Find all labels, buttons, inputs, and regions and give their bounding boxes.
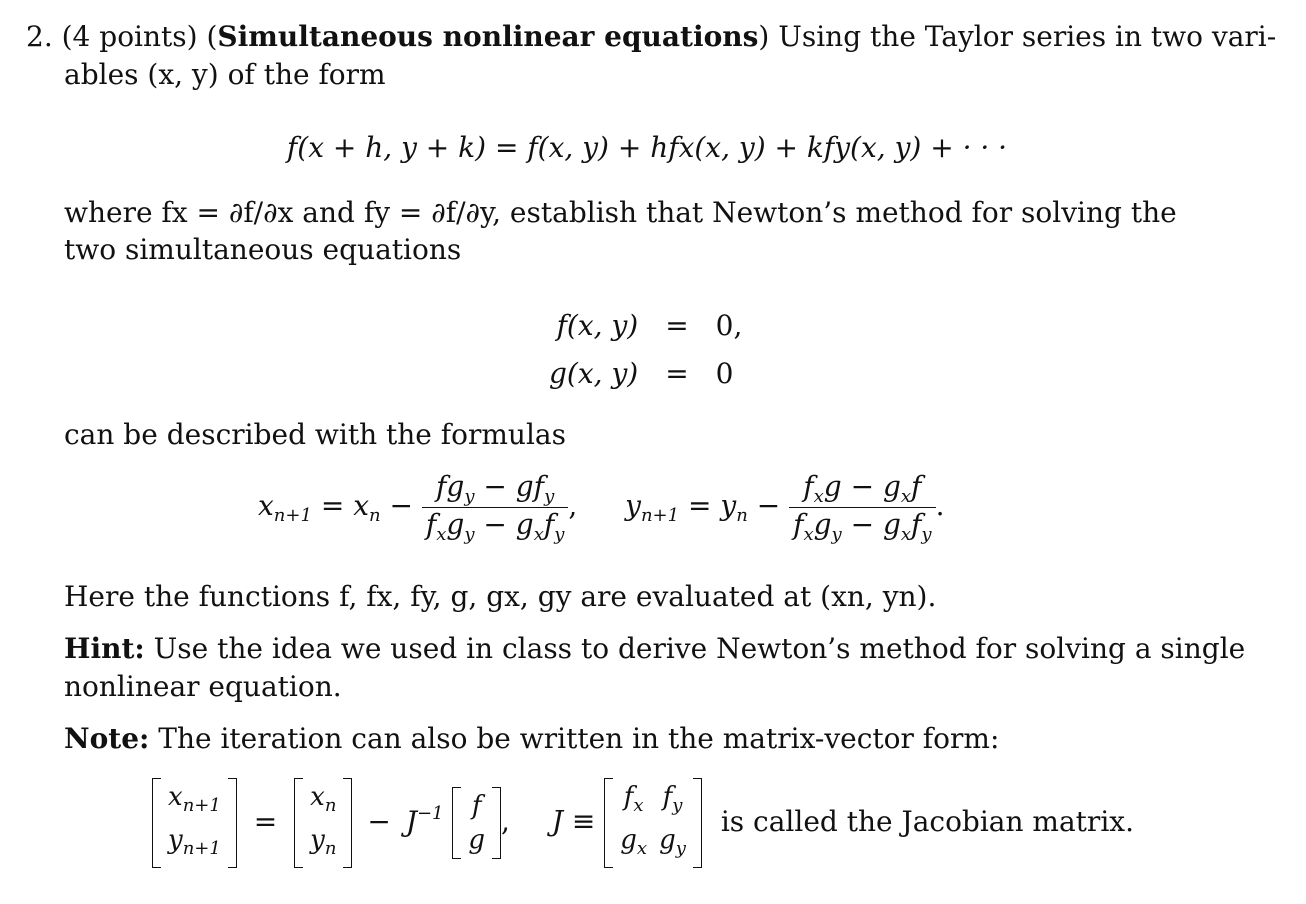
problem-title: Simultaneous nonlinear equations: [217, 20, 759, 53]
equation-1-lhs: f(x, y): [556, 309, 639, 342]
equation-2-rhs: 0: [715, 357, 734, 390]
hint-line-2: nonlinear equation.: [64, 670, 342, 703]
hint-label: Hint:: [64, 632, 145, 665]
problem-points: (4 points): [61, 20, 198, 53]
note-paragraph: [64, 722, 999, 756]
where-text: where fx = ∂f/∂x and fy = ∂f/∂y, establish that Newton’s method for solving the: [64, 196, 1177, 229]
equation-system: [548, 302, 743, 398]
intro-line-2: ables (x, y) of the form: [64, 58, 386, 91]
formulas-intro: can be described with the formulas: [64, 418, 566, 451]
where-line-2: two simultaneous equations: [64, 233, 462, 266]
function-vector: f g: [452, 787, 501, 859]
current-iterate-vector: $x_n$ $y_n$: [294, 778, 352, 868]
problem-number: 2.: [26, 20, 53, 53]
next-iterate-vector: $x_{n+1}$ $y_{n+1}$: [152, 778, 237, 868]
evaluation-note: Here the functions f, fx, fy, g, gx, gy are evaluated at (xn, yn).: [64, 580, 937, 613]
y-update-fraction: $\frac{f_xg - g_xf}{f_xg_y - g_xf_y}$: [789, 470, 936, 545]
equation-2-lhs: g(x, y): [549, 357, 639, 390]
hint-text: Use the idea we used in class to derive Newton’s method for solving a single: [153, 632, 1246, 665]
jacobian-text: is called the Jacobian matrix.: [720, 804, 1134, 838]
equals-sign: =: [665, 309, 689, 342]
problem-header: 2. (4 points) (Simultaneous nonlinear equations) Using the Taylor series in two vari-: [26, 20, 1277, 53]
equals-sign: =: [665, 357, 689, 390]
taylor-series-equation: f(x + h, y + k) = f(x, y) + hfx(x, y) + kfy(x, y) + · · ·: [286, 131, 1008, 164]
hint-paragraph: [64, 632, 1245, 666]
note-label: Note:: [64, 722, 150, 755]
newton-formulas: $x_{n+1} = x_n$ − $\frac{fg_y - gf_y}{f_xg_y - g_xf_y}$ , $y_{n+1} = y_n$ − $\frac{f_xg - g_xf}{f_xg_y - g_xf_y}$ .: [258, 470, 945, 545]
x-update-fraction: $\frac{fg_y - gf_y}{f_xg_y - g_xf_y}$: [422, 470, 569, 545]
matrix-form: $x_{n+1}$ $y_{n+1}$ = $x_n$ $y_n$ − $J^{-1}$ f g , J ≡ $f_x$ $f_y$ $g_x$ $g_y$ is called the Jacobian matrix.: [152, 778, 1134, 868]
note-text: The iteration can also be written in the matrix-vector form:: [158, 722, 1000, 755]
jacobian-matrix: $f_x$ $f_y$ $g_x$ $g_y$: [604, 778, 702, 868]
problem-intro: Using the Taylor series in two vari-: [778, 20, 1277, 53]
equation-1-rhs: 0,: [715, 309, 743, 342]
